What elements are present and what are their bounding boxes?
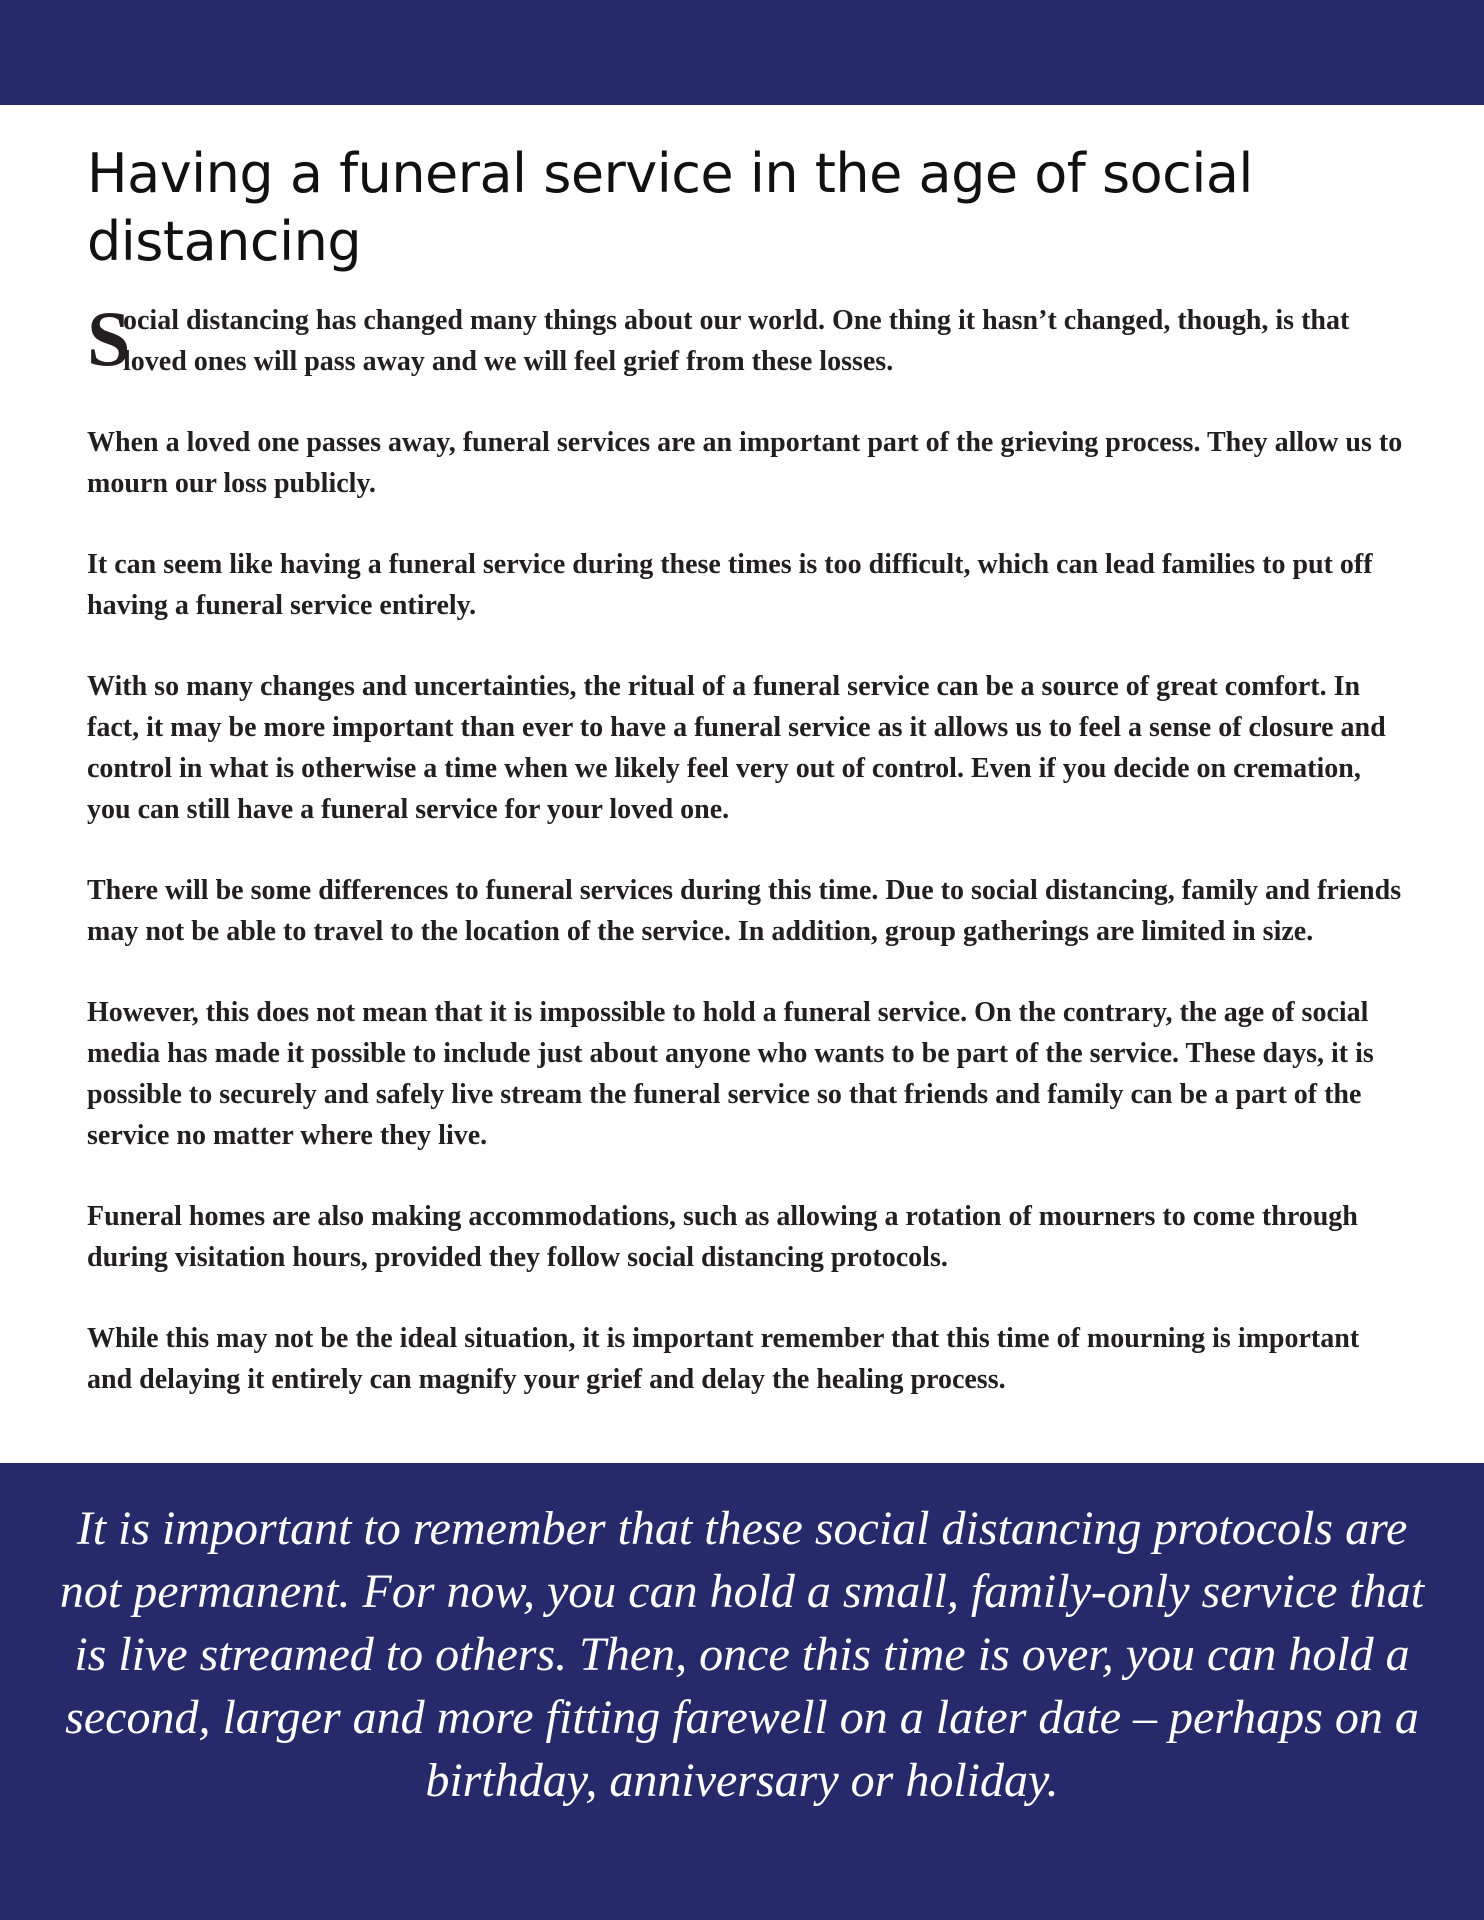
page-title: Having a funeral service in the age of social distancing [87, 142, 1253, 273]
header-band [0, 0, 1484, 105]
drop-cap: S [87, 295, 131, 382]
pull-quote: It is important to remember that these social distancing protocols are not permanent. For now, you can hold a small, family-only service that is live streamed to others. Then, once this time is over, you can hold a second, larger and more fitting farewell on a later date – perhaps on a birthday, anniversary or holiday. [59, 1502, 1425, 1807]
article-paragraph: Funeral homes are also making accommodations, such as allowing a rotation of mourners to come through during visitation hours, provided they follow social distancing protocols. [87, 1201, 1358, 1273]
article-paragraph: When a loved one passes away, funeral services are an important part of the grieving process. They allow us to mourn our loss publicly. [87, 427, 1403, 499]
article-paragraph: It can seem like having a funeral service during these times is too difficult, which can lead families to put off having a funeral service entirely. [87, 549, 1373, 621]
article-paragraph: However, this does not mean that it is impossible to hold a funeral service. On the contrary, the age of social media has made it possible to include just about anyone who wants to be part of the service. These days, it is possible to securely and safely live stream the funeral service so that friends and family can be a part of the service no matter where they live. [87, 997, 1374, 1151]
paragraph-text: ocial distancing has changed many things about our world. One thing it hasn’t changed, though, is that loved ones will pass away and we will feel grief from these losses. [123, 305, 1350, 377]
article-body [87, 295, 1407, 1440]
article-paragraph: There will be some differences to funeral services during this time. Due to social distancing, family and friends may not be able to travel to the location of the service. In addition, group gatherings are limited in size. [87, 875, 1402, 947]
article-paragraph: While this may not be the ideal situation, it is important remember that this time of mourning is important and delaying it entirely can magnify your grief and delay the healing process. [87, 1323, 1360, 1395]
article-paragraph [87, 295, 1407, 382]
article-paragraph: With so many changes and uncertainties, the ritual of a funeral service can be a source of great comfort. In fact, it may be more important than ever to have a funeral service as it allows us to feel a sense of closure and control in what is otherwise a time when we likely feel very out of control. Even if you decide on cremation, you can still have a funeral service for your loved one. [87, 671, 1386, 825]
